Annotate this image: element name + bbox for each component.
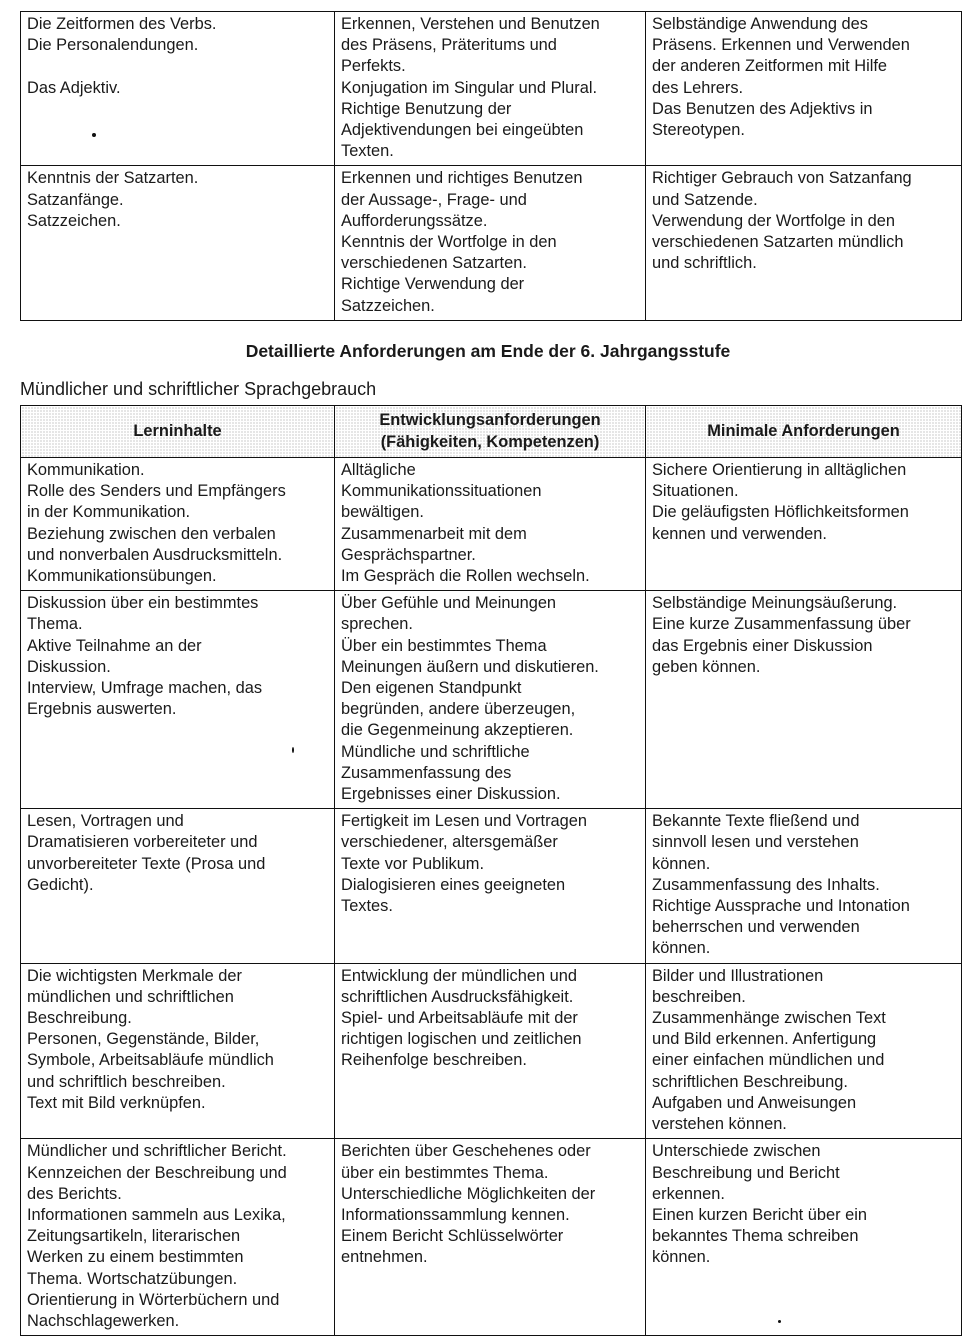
cell-text-line: Thema. Wortschatzübungen. xyxy=(27,1269,238,1288)
cell-text-line: und Bild erkennen. Anfertigung xyxy=(652,1030,877,1049)
cell-text-line: Kennzeichen der Beschreibung und xyxy=(27,1163,287,1182)
cell-text-line: Die wichtigsten Merkmale der xyxy=(27,966,242,985)
cell-text-line: verschiedenen Satzarten. xyxy=(341,254,527,273)
cell-text-line: Aufforderungssätze. xyxy=(341,211,488,230)
table-cell xyxy=(21,809,335,963)
table-row xyxy=(21,458,962,591)
cell-text-line: bekanntes Thema schreiben xyxy=(652,1227,859,1246)
cell-text-line: Kommunikationssituationen xyxy=(341,482,542,501)
cell-text-line: begründen, andere überzeugen, xyxy=(341,700,576,719)
table-cell xyxy=(335,458,646,591)
table-cell xyxy=(335,12,646,166)
cell-text-line: Mündliche und schriftliche xyxy=(341,742,530,761)
cell-text-line: Nachschlagewerken. xyxy=(27,1311,180,1330)
cell-text-line: Bekannte Texte fließend und xyxy=(652,812,860,831)
cell-text-line: Reihenfolge beschreiben. xyxy=(341,1051,527,1070)
cell-text-line: Satzzeichen. xyxy=(27,211,121,230)
cell-text-line: Fertigkeit im Lesen und Vortragen xyxy=(341,812,587,831)
cell-text-line: der Aussage-, Frage- und xyxy=(341,190,527,209)
cell-text-line: Texte vor Publikum. xyxy=(341,854,485,873)
scan-speck xyxy=(778,1320,781,1323)
cell-text-line: Aufgaben und Anweisungen xyxy=(652,1093,857,1112)
cell-text-line: Im Gespräch die Rollen wechseln. xyxy=(341,567,590,586)
cell-text-line: bewältigen. xyxy=(341,503,424,522)
cell-text-line: Richtige Aussprache und Intonation xyxy=(652,897,910,916)
cell-text-line: Kommunikationsübungen. xyxy=(27,567,217,586)
cell-text-line: Unterschiedliche Möglichkeiten der xyxy=(341,1184,596,1203)
table-cell xyxy=(21,963,335,1139)
cell-text-line: des Lehrers. xyxy=(652,78,744,97)
requirements-table xyxy=(20,405,962,1336)
column-header xyxy=(646,406,962,458)
cell-text-line: Konjugation im Singular und Plural. xyxy=(341,78,598,97)
cell-text-line: Die geläufigsten Höflichkeitsformen xyxy=(652,503,909,522)
cell-text-line: Thema. xyxy=(27,615,83,634)
cell-text-line: Ergebnis auswerten. xyxy=(27,700,177,719)
cell-text-line: über ein bestimmtes Thema. xyxy=(341,1163,549,1182)
table-row xyxy=(21,591,962,809)
cell-text-line: Beschreibung. xyxy=(27,1009,132,1028)
cell-text-line: Texten. xyxy=(341,142,394,161)
table-cell xyxy=(21,12,335,166)
cell-text-line: Aktive Teilnahme an der xyxy=(27,636,202,655)
section-heading: Detaillierte Anforderungen am Ende der 6. Jahrgangsstufe xyxy=(245,341,731,361)
cell-text-line: Stereotypen. xyxy=(652,121,745,140)
cell-text-line: Richtige Verwendung der xyxy=(341,275,525,294)
cell-text-line: Beschreibung und Bericht xyxy=(652,1163,840,1182)
table-cell xyxy=(646,12,962,166)
cell-text-line: Zusammenhänge zwischen Text xyxy=(652,1009,886,1028)
cell-text-line: des Berichts. xyxy=(27,1184,122,1203)
table-cell xyxy=(335,963,646,1139)
cell-text-line: Entwicklungsanforderungen xyxy=(379,411,601,430)
cell-text-line: kennen und verwenden. xyxy=(652,524,827,543)
cell-text-line: Den eigenen Standpunkt xyxy=(341,679,522,698)
cell-text-line: schriftlichen Ausdrucksfähigkeit. xyxy=(341,987,574,1006)
cell-text-line: Einen kurzen Bericht über ein xyxy=(652,1205,868,1224)
table-cell xyxy=(646,963,962,1139)
cell-text-line: Selbständige Anwendung des xyxy=(652,15,868,33)
table-cell xyxy=(335,591,646,809)
cell-text-line: Symbole, Arbeitsabläufe mündlich xyxy=(27,1051,274,1070)
cell-text-line: Perfekts. xyxy=(341,57,406,76)
cell-text-line: unvorbereiteter Texte (Prosa und xyxy=(27,854,266,873)
cell-text-line: beschreiben. xyxy=(652,987,746,1006)
cell-text-line: Gedicht). xyxy=(27,875,94,894)
cell-text-line: (Fähigkeiten, Kompetenzen) xyxy=(380,432,600,451)
table-header-row xyxy=(21,406,962,458)
blank-line xyxy=(27,56,328,77)
table-cell xyxy=(646,591,962,809)
cell-text-line: Adjektivendungen bei eingeübten xyxy=(341,121,584,140)
cell-text-line: sprechen. xyxy=(341,615,413,634)
table-cell xyxy=(21,458,335,591)
cell-text-line: Dialogisieren eines geeigneten xyxy=(341,875,566,894)
table-row xyxy=(21,12,962,166)
cell-text-line: Über Gefühle und Meinungen xyxy=(341,594,557,613)
cell-text-line: und Satzende. xyxy=(652,190,758,209)
cell-text-line: Lerninhalte xyxy=(133,421,222,440)
table-row xyxy=(21,963,962,1139)
cell-text-line: die Gegenmeinung akzeptieren. xyxy=(341,721,574,740)
cell-text-line: und nonverbalen Ausdrucksmitteln. xyxy=(27,545,283,564)
table-row xyxy=(21,166,962,320)
cell-text-line: verschiedenen Satzarten mündlich xyxy=(652,233,904,252)
table-row xyxy=(21,1139,962,1336)
scan-speck xyxy=(92,133,96,137)
cell-text-line: Zusammenfassung des Inhalts. xyxy=(652,875,880,894)
cell-text-line: Eine kurze Zusammenfassung über xyxy=(652,615,911,634)
cell-text-line: mündlichen und schriftlichen xyxy=(27,987,234,1006)
cell-text-line: geben können. xyxy=(652,657,761,676)
cell-text-line: Lesen, Vortragen und xyxy=(27,812,184,831)
table-cell xyxy=(646,166,962,320)
cell-text-line: Werken zu einem bestimmten xyxy=(27,1248,244,1267)
cell-text-line: Das Benutzen des Adjektivs in xyxy=(652,99,873,118)
cell-text-line: Kommunikation. xyxy=(27,461,145,479)
cell-text-line: Alltägliche xyxy=(341,461,416,479)
column-header xyxy=(21,406,335,458)
cell-text-line: Präsens. Erkennen und Verwenden xyxy=(652,36,910,55)
cell-text-line: der anderen Zeitformen mit Hilfe xyxy=(652,57,888,76)
cell-text-line: Situationen. xyxy=(652,482,739,501)
cell-text-line: richtigen logischen und zeitlichen xyxy=(341,1030,582,1049)
cell-text-line: Entwicklung der mündlichen und xyxy=(341,966,577,985)
cell-text-line: Richtige Benutzung der xyxy=(341,99,512,118)
cell-text-line: Zeitungsartikeln, literarischen xyxy=(27,1227,241,1246)
table-cell xyxy=(21,591,335,809)
cell-text-line: Das Adjektiv. xyxy=(27,78,121,97)
cell-text-line: Verwendung der Wortfolge in den xyxy=(652,211,895,230)
cell-text-line: des Präsens, Präteritums und xyxy=(341,36,557,55)
cell-text-line: Die Personalendungen. xyxy=(27,36,199,55)
cell-text-line: Erkennen und richtiges Benutzen xyxy=(341,169,583,188)
cell-text-line: können. xyxy=(652,854,711,873)
cell-text-line: entnehmen. xyxy=(341,1248,428,1267)
cell-text-line: Über ein bestimmtes Thema xyxy=(341,636,547,655)
cell-text-line: beherrschen und verwenden xyxy=(652,918,860,937)
cell-text-line: Erkennen, Verstehen und Benutzen xyxy=(341,15,600,33)
cell-text-line: Beziehung zwischen den verbalen xyxy=(27,524,276,543)
cell-text-line: Gesprächspartner. xyxy=(341,545,476,564)
table-cell xyxy=(335,166,646,320)
cell-text-line: Minimale Anforderungen xyxy=(707,421,900,440)
cell-text-line: und schriftlich. xyxy=(652,254,757,273)
cell-text-line: Meinungen äußern und diskutieren. xyxy=(341,657,599,676)
cell-text-line: Selbständige Meinungsäußerung. xyxy=(652,594,898,613)
cell-text-line: das Ergebnis einer Diskussion xyxy=(652,636,873,655)
cell-text-line: Sichere Orientierung in alltäglichen xyxy=(652,461,907,479)
cell-text-line: Rolle des Senders und Empfängers xyxy=(27,482,286,501)
cell-text-line: Einem Bericht Schlüsselwörter xyxy=(341,1227,564,1246)
cell-text-line: einer einfachen mündlichen und xyxy=(652,1051,885,1070)
cell-text-line: Diskussion über ein bestimmtes xyxy=(27,594,259,613)
column-header xyxy=(335,406,646,458)
cell-text-line: Informationssammlung kennen. xyxy=(341,1205,570,1224)
cell-text-line: Berichten über Geschehenes oder xyxy=(341,1142,591,1161)
cell-text-line: Richtiger Gebrauch von Satzanfang xyxy=(652,169,912,188)
cell-text-line: Personen, Gegenstände, Bilder, xyxy=(27,1030,260,1049)
cell-text-line: Unterschiede zwischen xyxy=(652,1142,821,1161)
cell-text-line: Zusammenfassung des xyxy=(341,763,512,782)
cell-text-line: Kenntnis der Wortfolge in den xyxy=(341,233,557,252)
table-row xyxy=(21,809,962,963)
section-subheading: Mündlicher und schriftlicher Sprachgebrauch xyxy=(20,379,377,399)
cell-text-line: in der Kommunikation. xyxy=(27,503,191,522)
cell-text-line: Interview, Umfrage machen, das xyxy=(27,679,263,698)
table-cell xyxy=(21,166,335,320)
table-cell xyxy=(335,1139,646,1336)
cell-text-line: Mündlicher und schriftlicher Bericht. xyxy=(27,1142,287,1161)
cell-text-line: Ergebnisses einer Diskussion. xyxy=(341,785,561,804)
cell-text-line: Informationen sammeln aus Lexika, xyxy=(27,1205,286,1224)
cell-text-line: erkennen. xyxy=(652,1184,725,1203)
cell-text-line: verschiedener, altersgemäßer xyxy=(341,833,558,852)
table-cell xyxy=(646,1139,962,1336)
cell-text-line: können. xyxy=(652,1248,711,1267)
cell-text-line: Zusammenarbeit mit dem xyxy=(341,524,527,543)
cell-text-line: und schriftlich beschreiben. xyxy=(27,1072,226,1091)
table-cell xyxy=(21,1139,335,1336)
cell-text-line: Kenntnis der Satzarten. xyxy=(27,169,199,188)
cell-text-line: Text mit Bild verknüpfen. xyxy=(27,1093,206,1112)
table-cell xyxy=(335,809,646,963)
scan-speck xyxy=(292,747,294,753)
cell-text-line: Orientierung in Wörterbüchern und xyxy=(27,1290,280,1309)
table-cell xyxy=(646,458,962,591)
cell-text-line: Satzzeichen. xyxy=(341,296,435,315)
cell-text-line: schriftlichen Beschreibung. xyxy=(652,1072,848,1091)
cell-text-line: Die Zeitformen des Verbs. xyxy=(27,15,217,33)
cell-text-line: Diskussion. xyxy=(27,657,111,676)
top-table xyxy=(20,11,962,321)
cell-text-line: verstehen können. xyxy=(652,1115,787,1134)
cell-text-line: Spiel- und Arbeitsabläufe mit der xyxy=(341,1009,578,1028)
cell-text-line: Satzanfänge. xyxy=(27,190,124,209)
cell-text-line: können. xyxy=(652,939,711,958)
cell-text-line: Textes. xyxy=(341,897,393,916)
cell-text-line: sinnvoll lesen und verstehen xyxy=(652,833,859,852)
cell-text-line: Bilder und Illustrationen xyxy=(652,966,824,985)
cell-text-line: Dramatisieren vorbereiteter und xyxy=(27,833,258,852)
table-cell xyxy=(646,809,962,963)
